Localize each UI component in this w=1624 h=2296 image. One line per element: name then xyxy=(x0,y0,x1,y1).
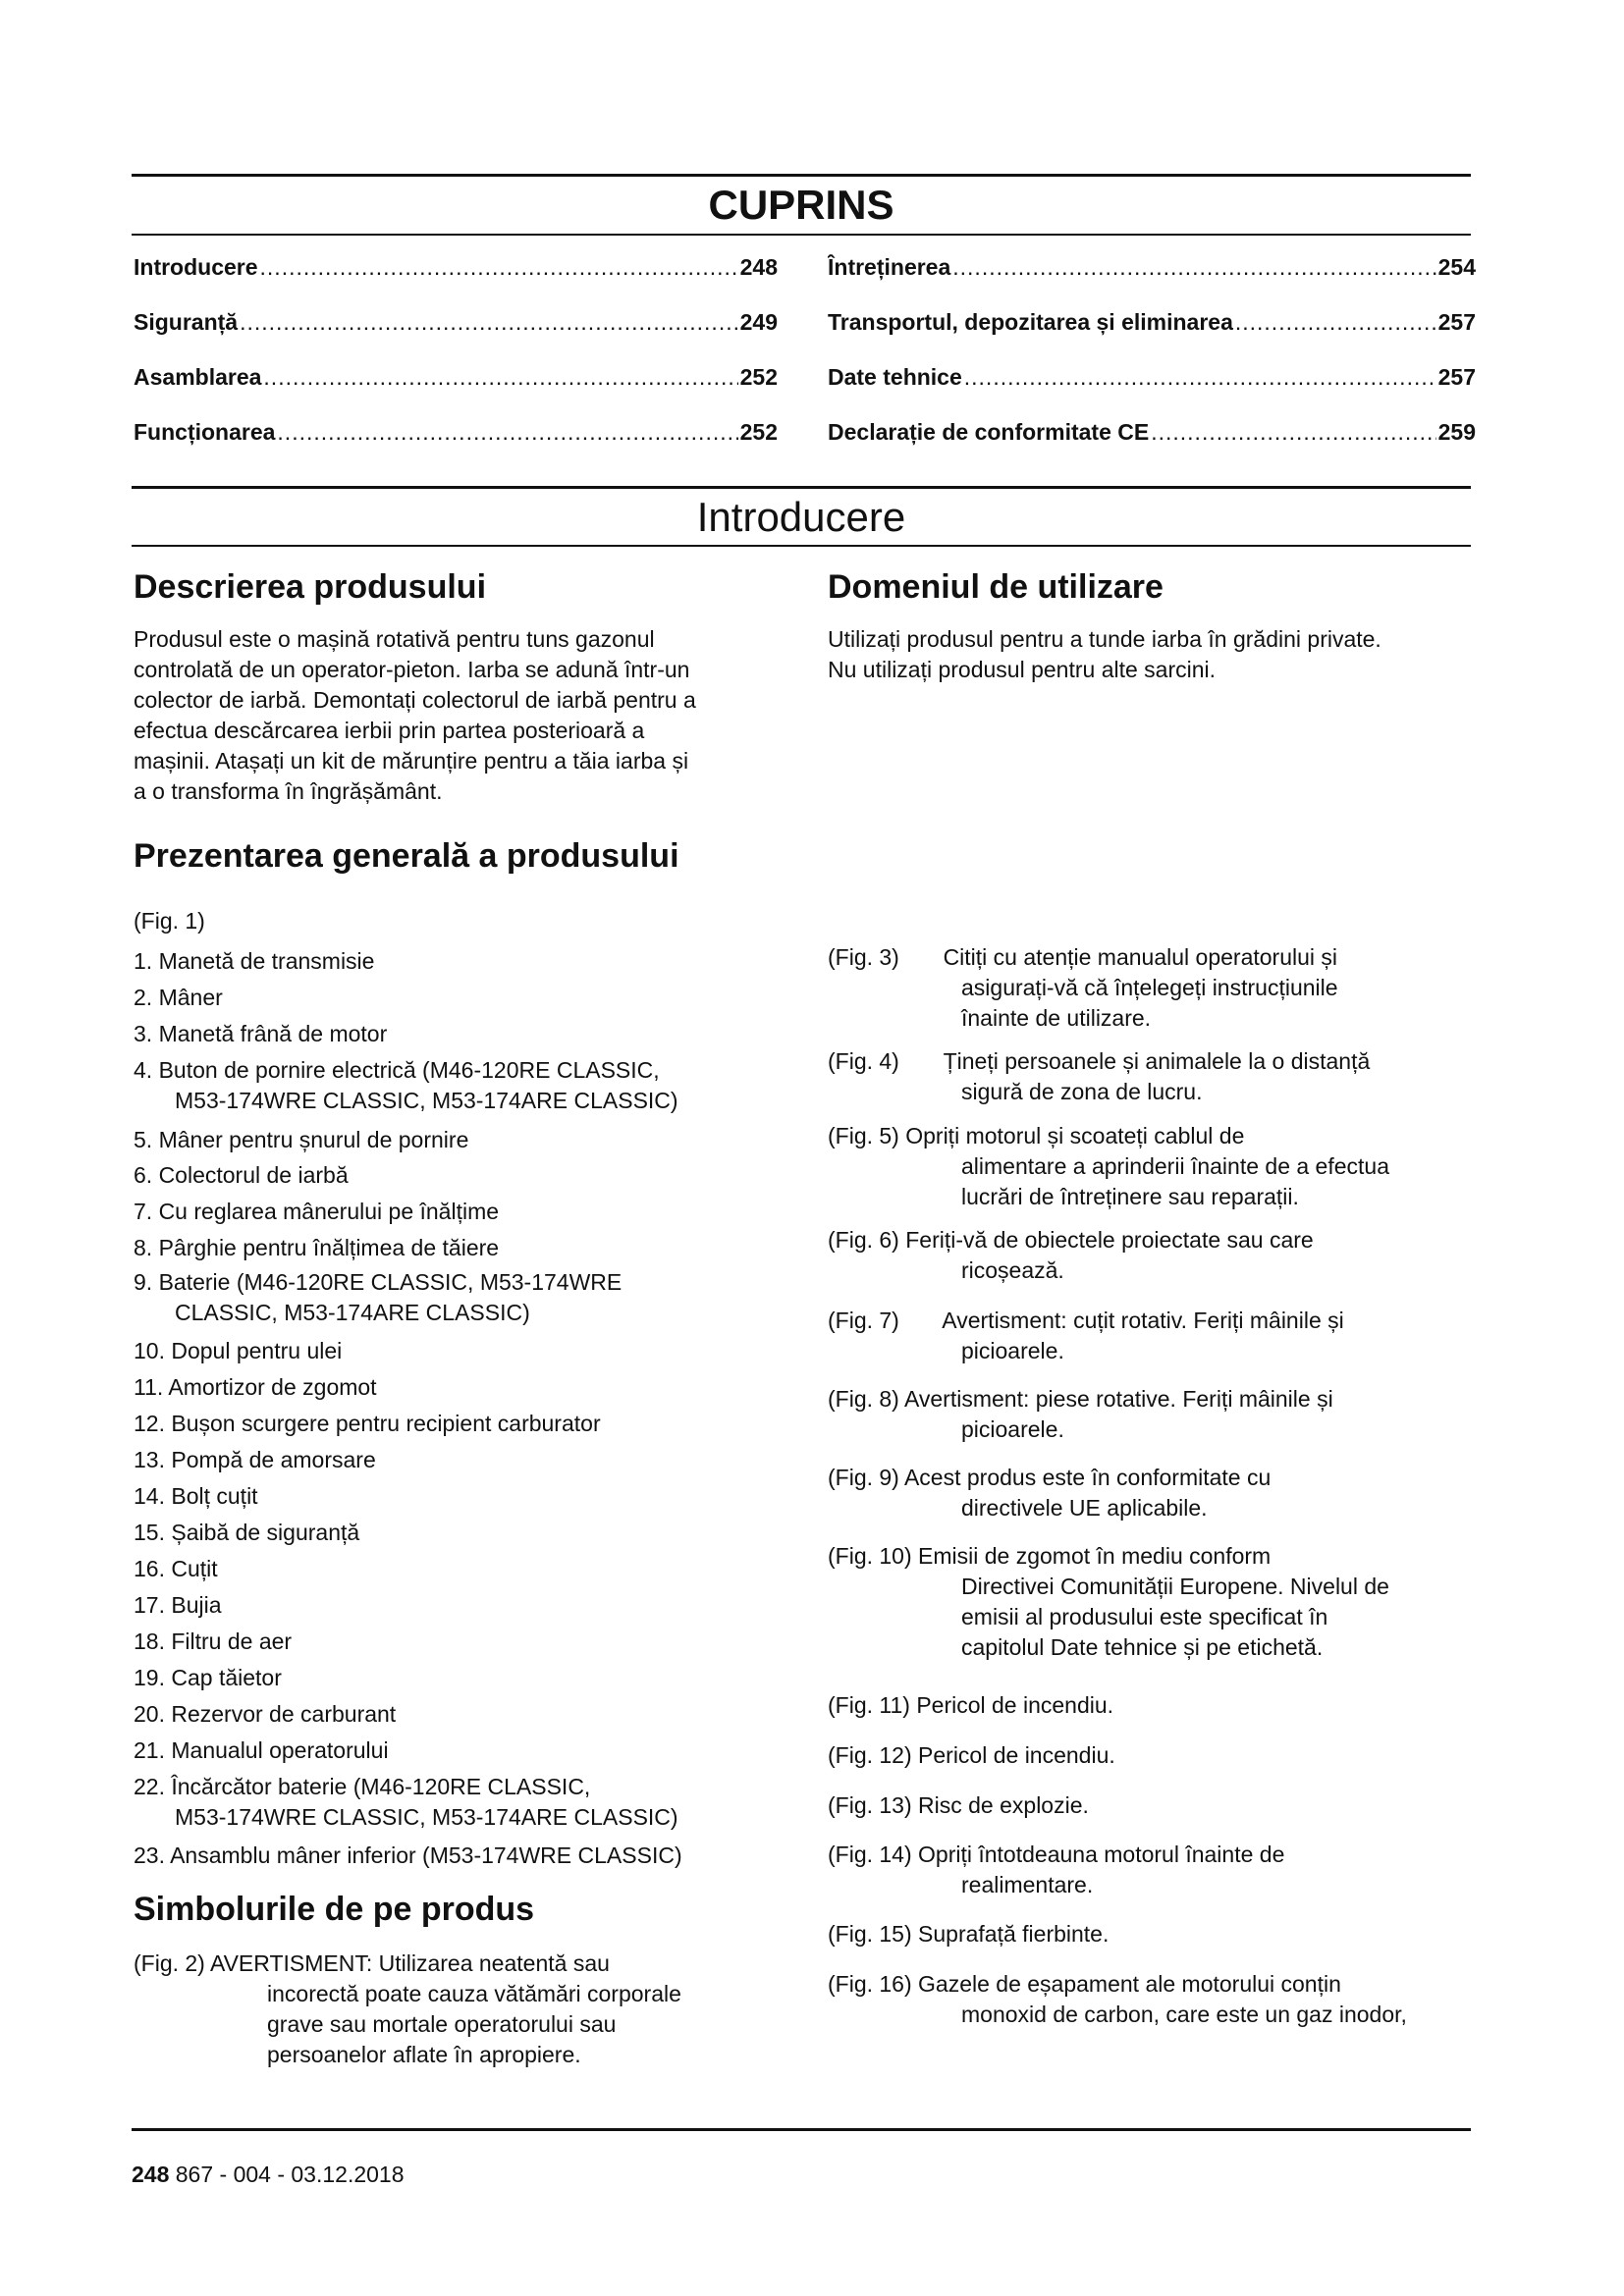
symbol-item-text: (Fig. 11) Pericol de incendiu. xyxy=(828,1692,1114,1718)
symbol-item xyxy=(828,1790,1495,1821)
parts-list-item-text: 11. Amortizor de zgomot xyxy=(134,1374,377,1400)
toc-entry-leader xyxy=(952,253,1435,281)
symbol-item-text: (Fig. 6) Feriți-vă de obiectele proiectate sau care xyxy=(828,1227,1314,1253)
symbol-item xyxy=(828,1969,1495,2030)
toc-entry-page: 248 xyxy=(739,254,778,280)
symbol-item-continuation: înainte de utilizare. xyxy=(961,1005,1152,1031)
descriere-line: Produsul este o mașină rotativă pentru tuns gazonul xyxy=(134,626,655,652)
footer-page-number: 248 xyxy=(132,2162,170,2187)
symbol-item-text: (Fig. 12) Pericol de incendiu. xyxy=(828,1742,1115,1768)
parts-list-item xyxy=(134,1267,821,1328)
parts-list-item xyxy=(134,1197,821,1227)
fig1-reference: (Fig. 1) xyxy=(134,908,205,934)
parts-list-item-text: 22. Încărcător baterie (M46-120RE CLASSIC, xyxy=(134,1774,591,1799)
symbol-item xyxy=(828,1046,1495,1107)
symbol-item xyxy=(828,1740,1495,1771)
symbol-item-text: (Fig. 10) Emisii de zgomot în mediu conform xyxy=(828,1543,1272,1569)
domeniu-paragraph xyxy=(828,624,1476,685)
parts-list-item-text: 13. Pompă de amorsare xyxy=(134,1447,376,1472)
symbol-item-text: (Fig. 5) Opriți motorul și scoateți cablul de xyxy=(828,1123,1245,1148)
parts-list-item xyxy=(134,1055,821,1116)
parts-list-item xyxy=(134,1160,821,1191)
symbol-item-continuation: alimentare a aprinderii înainte de a efectua xyxy=(961,1153,1390,1179)
symbol-item xyxy=(828,1225,1495,1286)
parts-list-item-text: 4. Buton de pornire electrică (M46-120RE CLASSIC, xyxy=(134,1057,660,1083)
toc-heading: CUPRINS xyxy=(708,182,894,228)
parts-list-item xyxy=(134,1663,821,1693)
toc-entry-page: 254 xyxy=(1437,254,1476,280)
symbol-item-text: (Fig. 15) Suprafață fierbinte. xyxy=(828,1921,1110,1947)
parts-list-item-text: 2. Mâner xyxy=(134,985,223,1010)
section-heading-descriere: Descrierea produsului xyxy=(134,568,487,606)
parts-list-item-text: 8. Pârghie pentru înălțimea de tăiere xyxy=(134,1235,500,1260)
parts-list-item xyxy=(134,1518,821,1548)
parts-list-item xyxy=(134,1481,821,1512)
toc-entry-title: Date tehnice xyxy=(828,364,962,390)
parts-list-item xyxy=(134,1590,821,1621)
parts-list-item xyxy=(134,1445,821,1475)
parts-list-item-text: 17. Bujia xyxy=(134,1592,222,1618)
toc-entry-leader xyxy=(260,253,738,281)
toc-entry-title: Asamblarea xyxy=(134,364,262,390)
toc-entry-leader xyxy=(964,363,1436,391)
chapter-bottom-rule xyxy=(132,545,1471,547)
symbol-item-text: (Fig. 7) Avertisment: cuțit rotativ. Feriți mâinile și xyxy=(828,1308,1344,1333)
symbol-fig2-line1: (Fig. 2) AVERTISMENT: Utilizarea neatentă sau xyxy=(134,1950,610,1976)
symbol-item-text: (Fig. 8) Avertisment: piese rotative. Feriți mâinile și xyxy=(828,1386,1333,1412)
parts-list-item xyxy=(134,1233,821,1263)
parts-list-item-text: 16. Cuțit xyxy=(134,1556,218,1581)
parts-list-item xyxy=(134,1627,821,1657)
parts-list-item xyxy=(134,1735,821,1766)
toc-entry[interactable] xyxy=(134,418,778,446)
descriere-line: colector de iarbă. Demontați colectorul de iarbă pentru a xyxy=(134,687,696,713)
toc-entry-leader xyxy=(240,308,738,336)
parts-list-item xyxy=(134,1554,821,1584)
toc-entry-title: Transportul, depozitarea și eliminarea xyxy=(828,309,1233,335)
parts-list-item-text: 21. Manualul operatorului xyxy=(134,1737,389,1763)
symbol-item xyxy=(828,1463,1495,1523)
symbol-item-continuation: realimentare. xyxy=(961,1872,1094,1897)
chapter-top-rule xyxy=(132,486,1471,489)
toc-entry-leader xyxy=(1151,418,1435,446)
parts-list-item-text: 9. Baterie (M46-120RE CLASSIC, M53-174WRE xyxy=(134,1269,623,1295)
symbol-item-continuation: capitolul Date tehnice și pe etichetă. xyxy=(961,1634,1324,1660)
symbol-item xyxy=(828,1384,1495,1445)
descriere-paragraph xyxy=(134,624,801,807)
toc-entry-page: 252 xyxy=(739,364,778,390)
parts-list-item xyxy=(134,1125,821,1155)
symbol-item xyxy=(828,942,1495,1034)
footer xyxy=(132,2160,405,2189)
toc-entry-title: Funcționarea xyxy=(134,419,276,445)
toc-entry[interactable] xyxy=(134,253,778,281)
toc-entry[interactable] xyxy=(134,308,778,336)
toc-entry-title: Siguranță xyxy=(134,309,239,335)
parts-list-item-text: 19. Cap tăietor xyxy=(134,1665,282,1690)
toc-entry-page: 252 xyxy=(739,419,778,445)
parts-list-item-text: 6. Colectorul de iarbă xyxy=(134,1162,349,1188)
symbol-item-continuation: sigură de zona de lucru. xyxy=(961,1079,1203,1104)
toc-entry-page: 257 xyxy=(1437,309,1476,335)
symbol-item-continuation: picioarele. xyxy=(961,1416,1064,1442)
toc-entry[interactable] xyxy=(828,363,1476,391)
parts-list-item-text: 10. Dopul pentru ulei xyxy=(134,1338,343,1363)
symbol-item-continuation: monoxid de carbon, care este un gaz inodor, xyxy=(961,2002,1407,2027)
toc-entry-leader xyxy=(1235,308,1436,336)
parts-list-item-text: 14. Bolț cuțit xyxy=(134,1483,258,1509)
symbol-item-continuation: asigurați-vă că înțelegeți instrucțiunile xyxy=(961,975,1338,1000)
symbol-item-continuation: ricoșează. xyxy=(961,1257,1064,1283)
toc-entry-leader xyxy=(263,363,737,391)
footer-rule xyxy=(132,2128,1471,2131)
parts-list-item-continuation: M53-174WRE CLASSIC, M53-174ARE CLASSIC) xyxy=(175,1804,678,1830)
symbol-item-continuation: picioarele. xyxy=(961,1338,1064,1363)
descriere-line: controlată de un operator-pieton. Iarba se adună într-un xyxy=(134,657,690,682)
parts-list-item xyxy=(134,1841,821,1871)
parts-list-item xyxy=(134,983,821,1013)
symbol-item-continuation: Directivei Comunității Europene. Nivelul de xyxy=(961,1574,1389,1599)
footer-doc-code: 867 - 004 - 03.12.2018 xyxy=(175,2162,405,2187)
toc-entry[interactable] xyxy=(828,308,1476,336)
toc-entry-page: 259 xyxy=(1437,419,1476,445)
toc-heading-rule xyxy=(132,234,1471,236)
symbol-item xyxy=(828,1840,1495,1900)
toc-entry-page: 257 xyxy=(1437,364,1476,390)
parts-list-item xyxy=(134,1772,821,1833)
parts-list-item-text: 5. Mâner pentru șnurul de pornire xyxy=(134,1127,469,1152)
parts-list-item-text: 7. Cu reglarea mânerului pe înălțime xyxy=(134,1199,500,1224)
symbol-item-continuation: directivele UE aplicabile. xyxy=(961,1495,1208,1521)
toc-entry-title: Declarație de conformitate CE xyxy=(828,419,1150,445)
parts-list-item-continuation: CLASSIC, M53-174ARE CLASSIC) xyxy=(175,1300,530,1325)
symbol-fig2 xyxy=(134,1949,811,2070)
symbol-item-text: (Fig. 4) Țineți persoanele și animalele la o distanță xyxy=(828,1048,1371,1074)
symbol-item-text: (Fig. 14) Opriți întotdeauna motorul înainte de xyxy=(828,1842,1285,1867)
section-heading-simboluri: Simbolurile de pe produs xyxy=(134,1891,535,1928)
parts-list-item xyxy=(134,1372,821,1403)
toc-entry[interactable] xyxy=(828,418,1476,446)
symbol-item xyxy=(828,1306,1495,1366)
chapter-title: Introducere xyxy=(696,494,906,540)
domeniu-line: Nu utilizați produsul pentru alte sarcini. xyxy=(828,657,1217,682)
domeniu-line: Utilizați produsul pentru a tunde iarba în grădini private. xyxy=(828,626,1381,652)
parts-list-item xyxy=(134,946,821,977)
symbol-item xyxy=(828,1690,1495,1721)
symbol-fig2-line2: incorectă poate cauza vătămări corporale xyxy=(267,1981,681,2006)
symbol-item-text: (Fig. 13) Risc de explozie. xyxy=(828,1792,1089,1818)
symbol-fig2-line3: grave sau mortale operatorului sau xyxy=(267,2011,617,2037)
symbol-item-text: (Fig. 16) Gazele de eșapament ale motorului conțin xyxy=(828,1971,1341,1997)
toc-entry-leader xyxy=(277,418,737,446)
symbol-item-continuation: emisii al produsului este specificat în xyxy=(961,1604,1328,1629)
parts-list-item-text: 23. Ansamblu mâner inferior (M53-174WRE CLASSIC) xyxy=(134,1842,682,1868)
toc-entry-title: Introducere xyxy=(134,254,258,280)
parts-list-item-text: 3. Manetă frână de motor xyxy=(134,1021,388,1046)
toc-entry[interactable] xyxy=(828,253,1476,281)
toc-entry[interactable] xyxy=(134,363,778,391)
descriere-line: a o transforma în îngrășământ. xyxy=(134,778,443,804)
parts-list-item-text: 18. Filtru de aer xyxy=(134,1629,293,1654)
parts-list-item-text: 12. Bușon scurgere pentru recipient carburator xyxy=(134,1411,601,1436)
symbol-item-continuation: lucrări de întreținere sau reparații. xyxy=(961,1184,1299,1209)
toc-entry-page: 249 xyxy=(739,309,778,335)
symbol-item xyxy=(828,1121,1495,1212)
symbol-item-text: (Fig. 9) Acest produs este în conformitate cu xyxy=(828,1465,1272,1490)
toc-entry-title: Întreținerea xyxy=(828,254,951,280)
section-heading-domeniu: Domeniul de utilizare xyxy=(828,568,1164,606)
parts-list-item-continuation: M53-174WRE CLASSIC, M53-174ARE CLASSIC) xyxy=(175,1088,678,1113)
descriere-line: efectua descărcarea ierbii prin partea posterioară a xyxy=(134,718,645,743)
parts-list-item xyxy=(134,1336,821,1366)
symbol-fig2-line4: persoanelor aflate în apropiere. xyxy=(267,2042,581,2067)
parts-list-item-text: 20. Rezervor de carburant xyxy=(134,1701,397,1727)
parts-list-item xyxy=(134,1019,821,1049)
top-rule xyxy=(132,174,1471,177)
symbol-item xyxy=(828,1541,1495,1663)
symbol-item xyxy=(828,1919,1495,1949)
parts-list-item xyxy=(134,1699,821,1730)
parts-list-item-text: 1. Manetă de transmisie xyxy=(134,948,375,974)
section-heading-prezentare: Prezentarea generală a produsului xyxy=(134,837,679,875)
parts-list-item xyxy=(134,1409,821,1439)
descriere-line: mașinii. Atașați un kit de mărunțire pentru a tăia iarba și xyxy=(134,748,689,774)
parts-list-item-text: 15. Șaibă de siguranță xyxy=(134,1520,360,1545)
symbol-item-text: (Fig. 3) Citiți cu atenție manualul operatorului și xyxy=(828,944,1338,970)
